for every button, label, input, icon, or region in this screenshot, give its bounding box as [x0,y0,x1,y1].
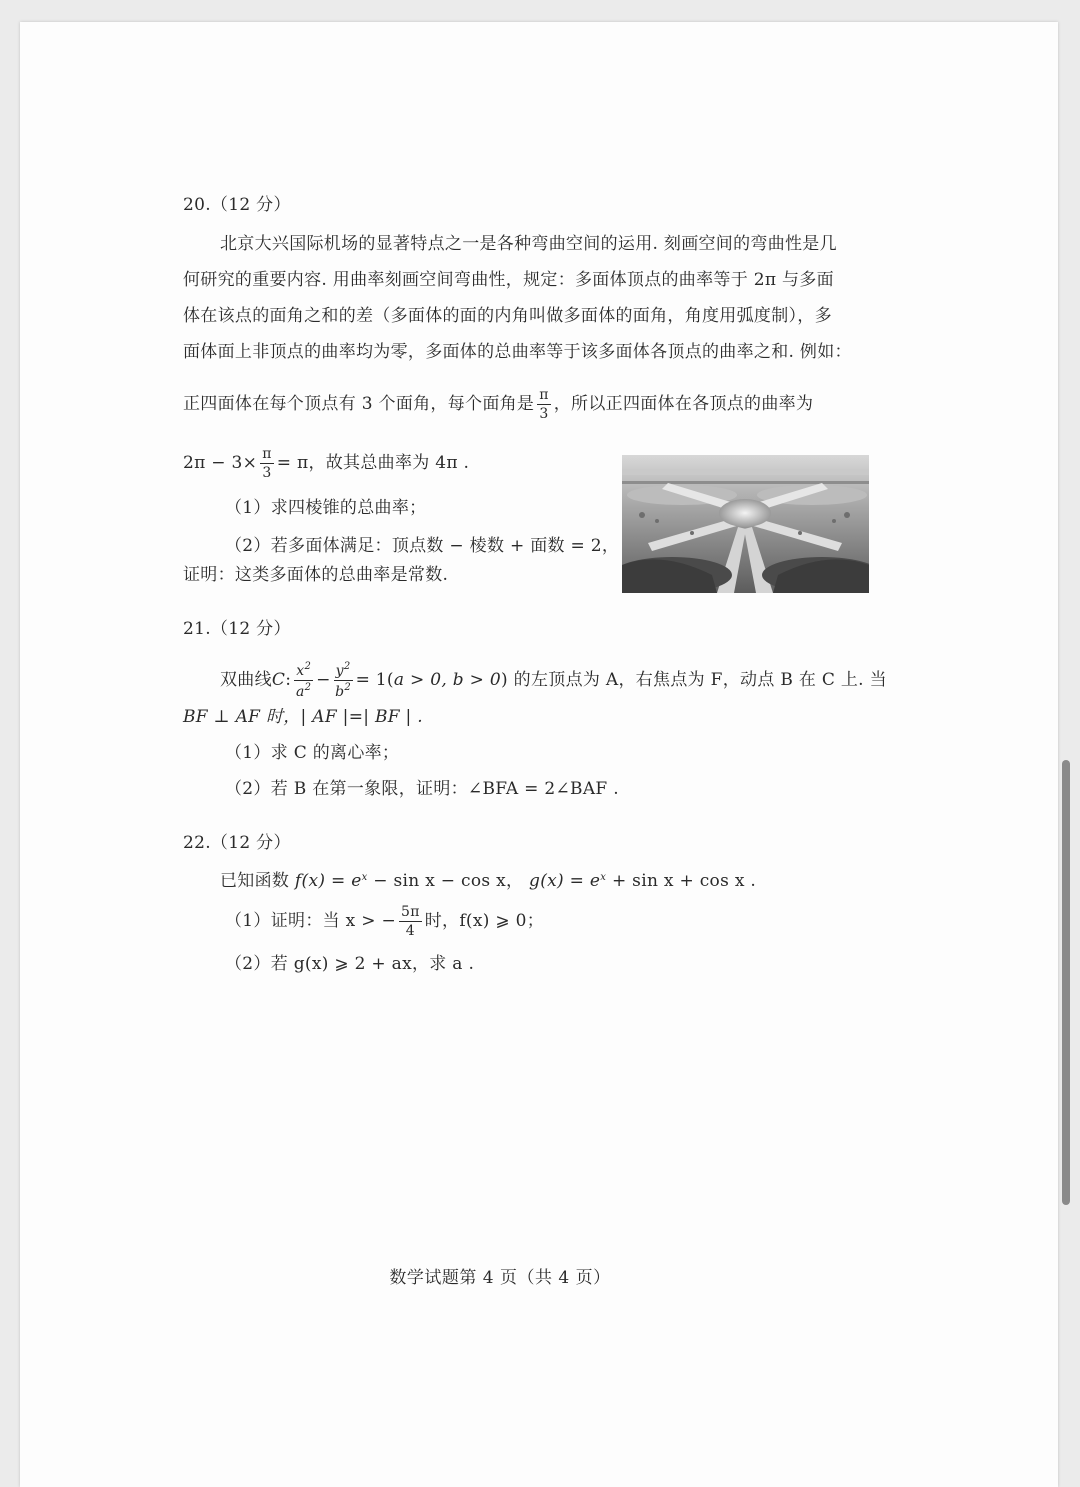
variable-y: y [335,663,344,679]
q22-part2: （2）若 g(x) ⩾ 2 + ax，求 a . [225,954,475,974]
pi-over-3-fraction [260,447,274,480]
q20-part1: （1）求四棱锥的总曲率； [225,498,427,518]
q22-part1-text-a: （1）证明：当 x > − [225,911,397,931]
x2-over-a2-fraction [294,662,313,699]
q21-line1 [220,662,887,699]
variable-b: b [335,684,345,700]
five-pi-over-4-fraction [399,905,422,938]
exponent-x: x [600,872,607,883]
q20-part2-continued: 证明：这类多面体的总曲率是常数. [183,565,449,585]
y2-over-b2-fraction [334,662,353,699]
q20-part2: （2）若多面体满足：顶点数 − 棱数 + 面数 = 2， [225,536,620,556]
q22-line1 [220,866,756,893]
fraction-numerator: π [539,387,549,403]
f-definition-rest: − sin x − cos x， [367,871,524,891]
q20-line5-text-a: 正四面体在每个顶点有 3 个面角，每个面角是 [183,394,535,414]
pi-over-3-fraction [537,388,551,421]
q20-line5 [183,388,813,421]
curve-name: C [271,670,286,690]
condition: a > 0, b > 0 [393,670,502,690]
colon: : [285,670,292,690]
f-definition: f(x) = e [294,871,362,891]
q21-line1-text-b: ) 的左顶点为 A，右焦点为 F，动点 B 在 C 上. 当 [501,670,887,690]
fraction-denominator: 4 [405,923,415,939]
exponent-x: x [361,872,368,883]
q22-part1-text-b: 时，f(x) ⩾ 0； [424,911,545,931]
fraction-denominator: 3 [262,465,272,481]
fraction-numerator [294,662,313,681]
fraction-numerator [334,662,353,681]
exponent: 2 [304,682,312,693]
g-definition-rest: + sin x + cos x . [606,871,757,891]
q21-header: 21.（12 分） [183,619,291,639]
fraction-denominator: 3 [539,406,549,422]
exponent: 2 [343,661,351,672]
q22-line1-text-a: 已知函数 [220,871,290,891]
airport-photo-illustration [622,455,869,593]
g-definition: g(x) = e [529,871,601,891]
q20-line3: 体在该点的面角之和的差（多面体的面的内角叫做多面体的面角，角度用弧度制），多 [183,306,832,326]
fraction-denominator [334,681,353,699]
q20-line2: 何研究的重要内容. 用曲率刻画空间弯曲性，规定：多面体顶点的曲率等于 2π 与多面 [183,270,834,290]
q22-header: 22.（12 分） [183,833,291,853]
minus-sign: − [316,670,331,690]
exponent: 2 [304,661,312,672]
fraction-numerator: π [262,446,272,462]
equals-one: = 1( [355,670,394,690]
q21-part1: （1）求 C 的离心率； [225,743,400,763]
scrollbar[interactable] [1062,760,1070,1205]
exponent: 2 [344,682,352,693]
q21-line2: BF ⊥ AF 时，| AF |=| BF | . [183,707,423,727]
fraction-denominator [294,681,313,699]
q20-line6-text-a: 2π − 3× [183,453,258,473]
q20-header: 20.（12 分） [183,195,291,215]
q21-part2: （2）若 B 在第一象限，证明：∠BFA = 2∠BAF . [225,779,619,799]
q20-line6-text-b: = π，故其总曲率为 4π . [276,453,470,473]
q20-line6 [183,447,469,480]
q20-line1: 北京大兴国际机场的显著特点之一是各种弯曲空间的运用. 刻画空间的弯曲性是几 [220,234,837,254]
page-footer: 数学试题第 4 页（共 4 页） [389,1268,611,1288]
airport-photo [622,455,869,593]
q21-line1-text-a: 双曲线 [220,670,272,690]
q20-line4: 面体面上非顶点的曲率均为零，多面体的总曲率等于该多面体各顶点的曲率之和. 例如： [183,342,852,362]
q22-part1 [225,905,544,938]
variable-a: a [296,684,305,700]
fraction-numerator: 5π [401,904,420,920]
q20-line5-text-b: ，所以正四面体在各顶点的曲率为 [553,394,814,414]
variable-x: x [296,663,305,679]
